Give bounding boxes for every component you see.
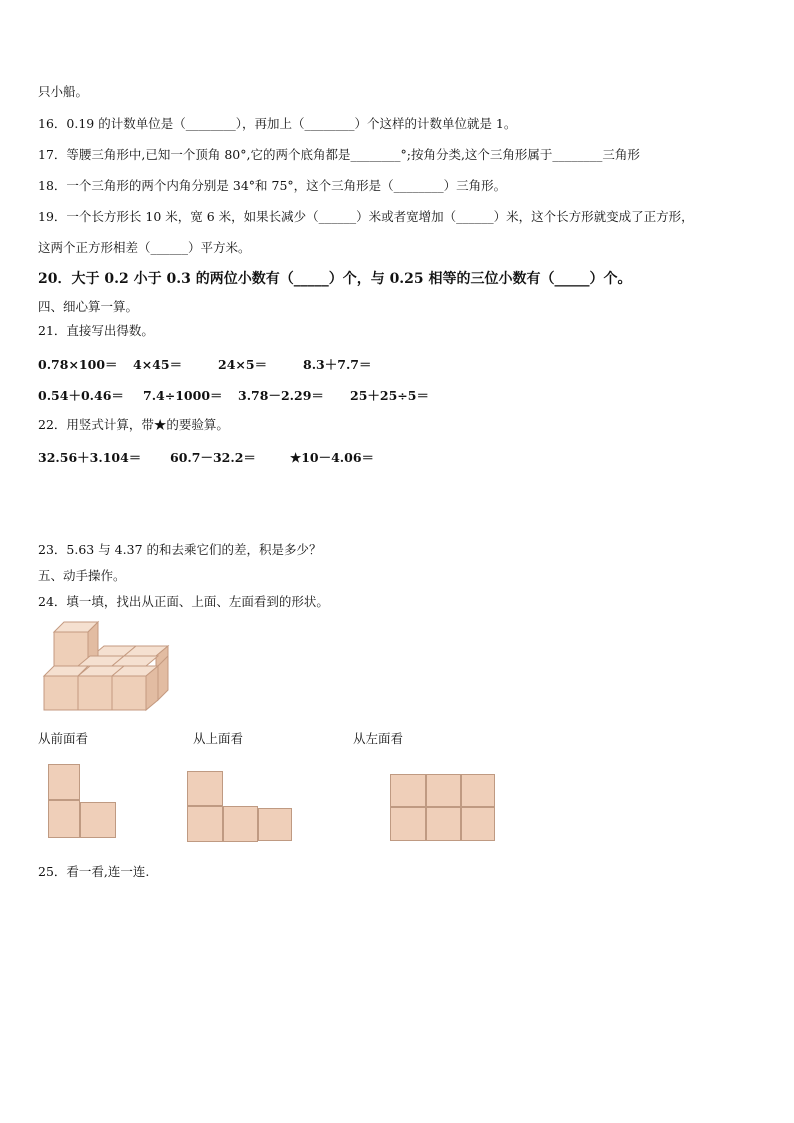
top-view-square [187,771,223,806]
left-view-square [426,807,461,841]
cube-stack-figure [40,620,175,715]
question-19-line1: 19．一个长方形长 10 米，宽 6 米，如果长减少（______）米或者宽增加（______）米，这个长方形就变成了正方形， [38,209,694,224]
question-18: 18．一个三角形的两个内角分别是 34°和 75°，这个三角形是（________）三角形。 [38,178,507,193]
calc-item: 3.78－2.29＝ [238,388,324,403]
calc-item: ★10－4.06＝ [290,450,375,465]
left-view-square [461,774,495,807]
question-25: 25．看一看,连一连. [38,864,150,879]
view-label-top: 从上面看 [193,731,244,746]
calc-item: 8.3＋7.7＝ [303,357,372,372]
question-21: 21．直接写出得数。 [38,323,154,338]
calc-item: 0.54＋0.46＝ [38,388,124,403]
question-22: 22．用竖式计算，带★的要验算。 [38,417,229,432]
left-view-square [390,774,426,807]
left-view-square [390,807,426,841]
front-view-square [80,802,116,838]
view-label-left: 从左面看 [353,731,404,746]
top-view-square [258,808,292,841]
question-24: 24．填一填，找出从正面、上面、左面看到的形状。 [38,594,329,609]
top-view-square [187,806,223,842]
view-label-front: 从前面看 [38,731,89,746]
calc-item: 4×45＝ [133,357,183,372]
question-17: 17．等腰三角形中,已知一个顶角 80°,它的两个底角都是________°;按角分类,这个三角形属于________三角形 [38,147,640,162]
calc-item: 0.78×100＝ [38,357,118,372]
calc-item: 60.7－32.2＝ [170,450,256,465]
left-view-square [426,774,461,807]
question-16: 16．0.19 的计数单位是（________），再加上（________）个这样的计数单位就是 1。 [38,116,517,131]
front-view-square [48,800,80,838]
calc-item: 7.4÷1000＝ [143,388,223,403]
section-5-heading: 五、动手操作。 [38,568,126,583]
question-19-line2: 这两个正方形相差（______）平方米。 [38,240,251,255]
left-view-square [461,807,495,841]
continued-text: 只小船。 [38,84,89,99]
calc-item: 25＋25÷5＝ [350,388,429,403]
question-20: 20．大于 0.2 小于 0.3 的两位小数有（_____）个，与 0.25 相等的三位小数有（_____）个。 [38,271,632,287]
front-view-square [48,764,80,800]
section-4-heading: 四、细心算一算。 [38,299,139,314]
question-23: 23．5.63 与 4.37 的和去乘它们的差，积是多少？ [38,542,322,557]
top-view-square [223,806,258,842]
calc-item: 24×5＝ [218,357,268,372]
calc-item: 32.56＋3.104＝ [38,450,142,465]
